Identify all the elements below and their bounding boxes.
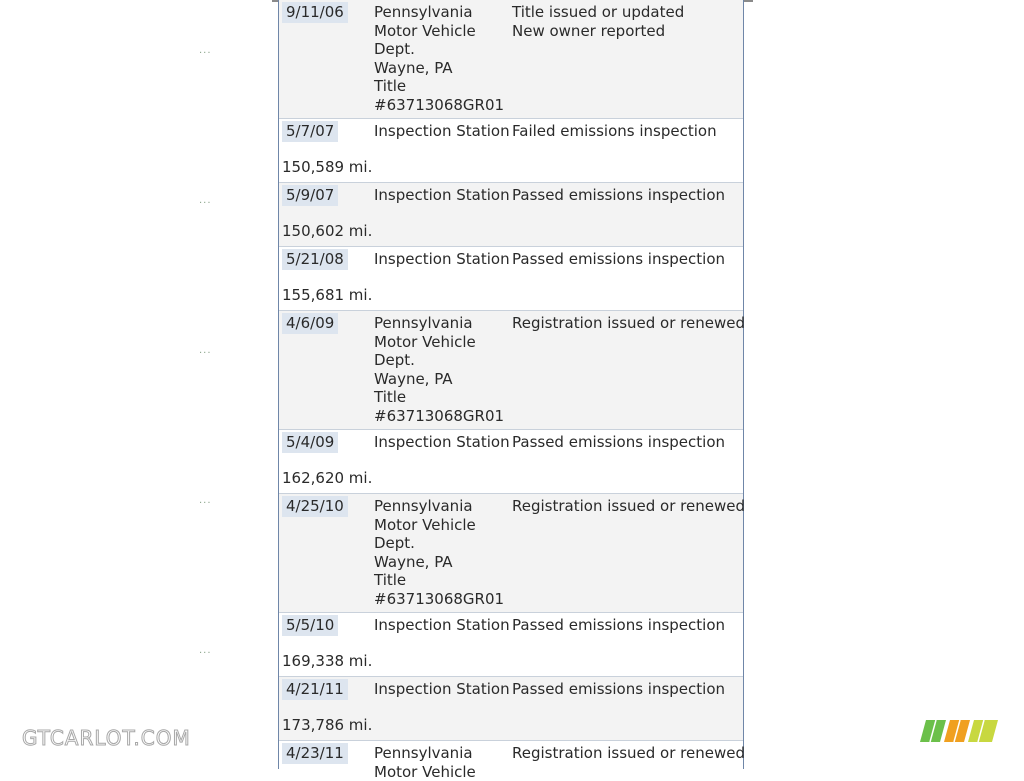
record-comment: Registration issued or renewed — [512, 744, 745, 762]
record-comment: Registration issued or renewed — [512, 314, 745, 332]
odometer-reading: 155,681 mi. — [282, 286, 373, 305]
decor-dots: ... — [199, 495, 212, 506]
record-source: Inspection Station — [374, 616, 510, 634]
source-line: Title — [374, 77, 407, 96]
record-date: 4/25/10 — [282, 496, 348, 517]
source-line: Pennsylvania — [374, 744, 473, 762]
record-source: Inspection Station — [374, 122, 510, 140]
history-row — [279, 494, 743, 613]
source-line: #63713068GR01 — [374, 95, 505, 114]
record-source: Inspection Station — [374, 680, 510, 698]
record-source — [374, 497, 504, 609]
record-source — [374, 3, 504, 115]
record-comment: Registration issued or renewed — [512, 497, 745, 515]
comment-line: New owner reported — [512, 21, 666, 40]
source-line: Motor Vehicle — [374, 21, 476, 40]
history-row — [279, 183, 743, 247]
source-line: Motor Vehicle — [374, 762, 476, 781]
source-line: Motor Vehicle — [374, 332, 476, 351]
history-row — [279, 677, 743, 741]
record-date: 5/5/10 — [282, 615, 338, 636]
source-line: Title — [374, 571, 407, 590]
record-comment — [512, 3, 684, 40]
site-watermark: GTCARLOT.COM — [22, 726, 191, 750]
history-row — [279, 119, 743, 183]
source-line: Wayne, PA — [374, 552, 453, 571]
source-line: Pennsylvania — [374, 3, 473, 21]
decor-dots: ... — [199, 345, 212, 356]
record-source — [374, 314, 504, 426]
decor-dots: ... — [199, 195, 212, 206]
record-source: Inspection Station — [374, 250, 510, 268]
source-line: Title — [374, 388, 407, 407]
source-line: Dept. — [374, 40, 415, 59]
source-line: Pennsylvania — [374, 497, 473, 515]
source-line: Wayne, PA — [374, 369, 453, 388]
history-row — [279, 247, 743, 311]
source-line: #63713068GR01 — [374, 589, 505, 608]
record-comment: Failed emissions inspection — [512, 122, 717, 140]
record-comment: Passed emissions inspection — [512, 680, 726, 698]
record-source: Inspection Station — [374, 433, 510, 451]
source-line: Wayne, PA — [374, 58, 453, 77]
record-date: 9/11/06 — [282, 2, 348, 23]
decor-dots: ... — [199, 45, 212, 56]
source-line: Motor Vehicle — [374, 515, 476, 534]
record-date: 4/21/11 — [282, 679, 348, 700]
record-date: 5/9/07 — [282, 185, 338, 206]
record-source: Inspection Station — [374, 186, 510, 204]
record-comment: Passed emissions inspection — [512, 433, 726, 451]
odometer-reading: 173,786 mi. — [282, 716, 373, 735]
source-line: Pennsylvania — [374, 314, 473, 332]
record-source — [374, 744, 476, 781]
vehicle-history-table — [278, 0, 745, 781]
decor-dots: ... — [199, 645, 212, 656]
stripes-logo-icon — [920, 720, 998, 742]
record-comment: Passed emissions inspection — [512, 186, 726, 204]
record-date: 4/23/11 — [282, 743, 348, 764]
history-row — [279, 613, 743, 677]
record-date: 5/4/09 — [282, 432, 338, 453]
odometer-reading: 150,602 mi. — [282, 222, 373, 241]
history-row — [279, 741, 745, 781]
record-date: 5/7/07 — [282, 121, 338, 142]
history-row — [279, 311, 743, 430]
odometer-reading: 162,620 mi. — [282, 469, 373, 488]
source-line: Dept. — [374, 534, 415, 553]
record-comment: Passed emissions inspection — [512, 616, 726, 634]
odometer-reading: 150,589 mi. — [282, 158, 373, 177]
record-date: 4/6/09 — [282, 313, 338, 334]
source-line: #63713068GR01 — [374, 406, 505, 425]
history-row — [279, 0, 743, 119]
odometer-reading: 169,338 mi. — [282, 652, 373, 671]
record-comment: Passed emissions inspection — [512, 250, 726, 268]
comment-line: Title issued or updated — [512, 3, 685, 21]
history-row — [279, 430, 743, 494]
source-line: Dept. — [374, 351, 415, 370]
record-date: 5/21/08 — [282, 249, 348, 270]
